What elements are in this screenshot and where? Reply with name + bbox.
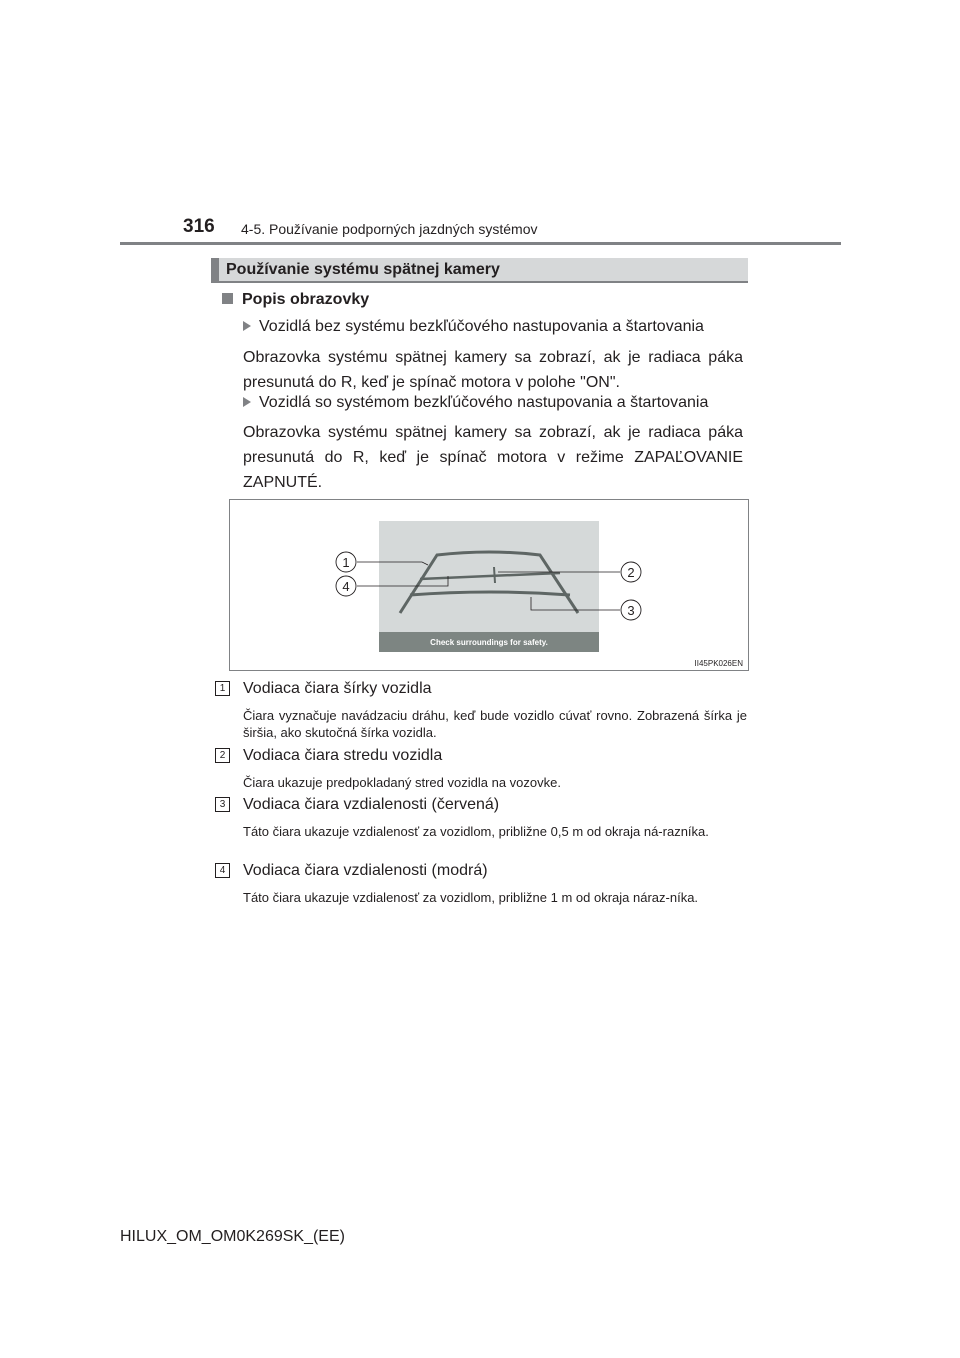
chapter-title: 4-5. Používanie podporných jazdných systémov <box>241 221 538 237</box>
variant-paragraph-1: Obrazovka systému spätnej kamery sa zobrazí, ak je radiaca páka presunutá do R, keď je spínač motora v polohe "ON". <box>243 349 743 391</box>
header-rule <box>120 242 841 245</box>
section-title: Používanie systému spätnej kamery <box>226 261 500 278</box>
vehicle-center-guide-line <box>494 567 495 583</box>
callout-number-2: 2 <box>627 565 635 580</box>
variant-bullet-text: Vozidlá bez systému bezkľúčového nastupovania a štartovania <box>259 318 704 335</box>
triangle-bullet-icon <box>243 321 251 331</box>
figure-code: II45PK026EN <box>694 659 743 668</box>
item-description: Čiara ukazuje predpokladaný stred vozidla na vozovke. <box>243 775 561 790</box>
variant-bullet-2 <box>243 394 708 412</box>
document-code: HILUX_OM_OM0K269SK_(EE) <box>120 1228 345 1245</box>
item-title: Vodiaca čiara vzdialenosti (červená) <box>243 796 500 813</box>
item-description: Táto čiara ukazuje vzdialenosť za vozidlom, približne 0,5 m od okraja ná-razníka. <box>243 824 709 839</box>
item-number-box: 2 <box>215 748 230 763</box>
camera-screen-illustration <box>230 500 748 670</box>
item-description: Táto čiara ukazuje vzdialenosť za vozidlom, približne 1 m od okraja náraz-níka. <box>243 890 699 905</box>
section-heading <box>211 258 748 283</box>
callout-number-3: 3 <box>627 603 635 618</box>
screen-message: Check surroundings for safety. <box>430 638 548 647</box>
item-title: Vodiaca čiara vzdialenosti (modrá) <box>243 862 488 879</box>
subsection-heading <box>222 291 369 309</box>
variant-paragraph-2: Obrazovka systému spätnej kamery sa zobrazí, ak je radiaca páka presunutá do R, keď je spínač motora v režime ZAPAĽOVANIE ZAPNUTÉ. <box>243 424 743 491</box>
item-description: Čiara vyznačuje navádzaciu dráhu, keď bude vozidlo cúvať rovno. Zobrazená šírka je širšia, ako skutočná šírka vozidla. <box>243 708 747 740</box>
variant-bullet-text: Vozidlá so systémom bezkľúčového nastupovania a štartovania <box>259 394 709 411</box>
page-number: 316 <box>183 216 215 237</box>
item-title: Vodiaca čiara šírky vozidla <box>243 680 432 697</box>
subsection-title: Popis obrazovky <box>242 291 370 308</box>
triangle-bullet-icon <box>243 397 251 407</box>
square-bullet-icon <box>222 293 233 304</box>
camera-screen-figure <box>229 499 749 671</box>
item-number-box: 1 <box>215 681 230 696</box>
variant-bullet-1 <box>243 318 704 336</box>
item-title: Vodiaca čiara stredu vozidla <box>243 747 443 764</box>
item-number-box: 3 <box>215 797 230 812</box>
callout-number-1: 1 <box>342 555 350 570</box>
section-heading-bar <box>211 258 219 281</box>
item-number-box: 4 <box>215 863 230 878</box>
callout-number-4: 4 <box>342 579 350 594</box>
